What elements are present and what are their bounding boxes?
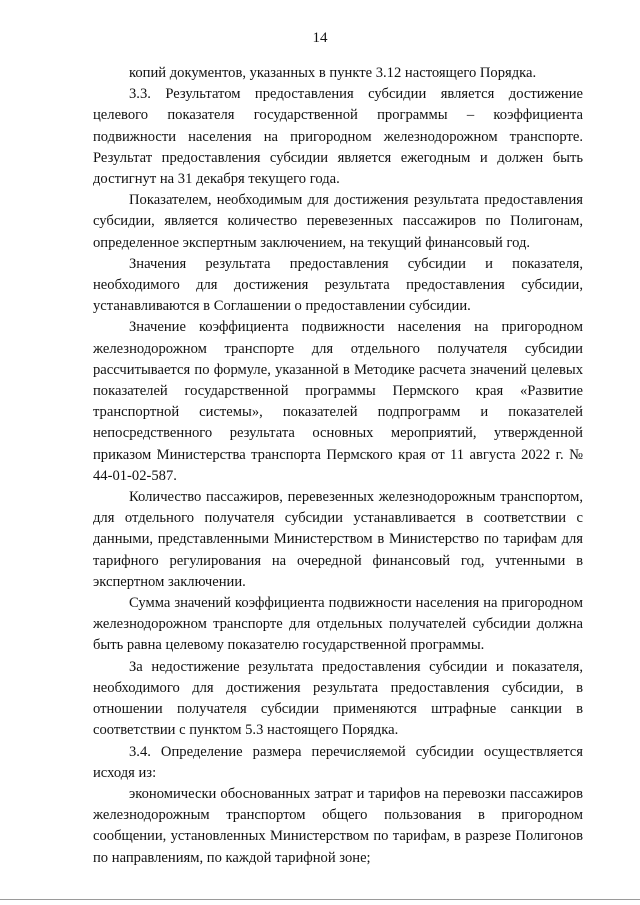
paragraph-values-agreement: Значения результата предоставления субсидии и показателя, необходимого для достижения результата предоставления субсидии, устанавливаются в Соглашении о предоставлении субсидии.	[93, 255, 583, 315]
paragraph-sum-of-values: Сумма значений коэффициента подвижности населения на пригородном железнодорожном транспорте для отдельных получателей субсидии должна быть равна целевому показателю государственной программы.	[93, 595, 583, 654]
paragraph-continuation: копий документов, указанных в пункте 3.12 настоящего Порядка.	[129, 65, 537, 81]
paragraph-passenger-count: Количество пассажиров, перевезенных железнодорожным транспортом, для отдельного получателя субсидии устанавливается в соответствии с данными, представленными Министерством в Министерство по тарифам для тарифного регулирования на очередной финансовый год, учтенными в экспертном заключении.	[93, 489, 583, 590]
paragraph-indicator: Показателем, необходимым для достижения результата предоставления субсидии, является количество перевезенных пассажиров по Полигонам, определенное экспертным заключением, на текущий финансовый год.	[93, 192, 583, 251]
page-bottom-edge	[0, 899, 640, 900]
document-body	[93, 63, 583, 869]
paragraph-economic-costs: экономически обоснованных затрат и тарифов на перевозки пассажиров железнодорожным транспортом общего пользования в пригородном сообщении, установленных Министерством по тарифам, в разрезе Полигонов по направлениям, по каждой тарифной зоне;	[93, 785, 583, 866]
page-number: 14	[312, 30, 328, 46]
paragraph-mobility-coefficient: Значение коэффициента подвижности населения на пригородном железнодорожном транспорте для отдельного получателя субсидии рассчитывается по формуле, указанной в Методике расчета значений целевых показателей государственной программы Пермского края «Развитие транспортной системы», показателей подпрограмм и показателей непосредственного результата основных мероприятий, утвержденной приказом Министерства транспорта Пермского края от 11 августа 2022 г. № 44-01-02-587.	[93, 319, 583, 484]
paragraph-penalties: За недостижение результата предоставления субсидии и показателя, необходимого для достижения результата предоставления субсидии, в отношении получателя субсидии применяются штрафные санкции в соответствии с пунктом 5.3 настоящего Порядка.	[93, 658, 583, 739]
paragraph-3-4-subsidy-size: 3.4. Определение размера перечисляемой субсидии осуществляется исходя из:	[93, 743, 583, 781]
paragraph-3-3-result: 3.3. Результатом предоставления субсидии является достижение целевого показателя государственной программы – коэффициента подвижности населения на пригородном железнодорожном транспорте. Результат предоставления субсидии является ежегодным и должен быть достигнут на 31 декабря текущего года.	[93, 86, 583, 188]
